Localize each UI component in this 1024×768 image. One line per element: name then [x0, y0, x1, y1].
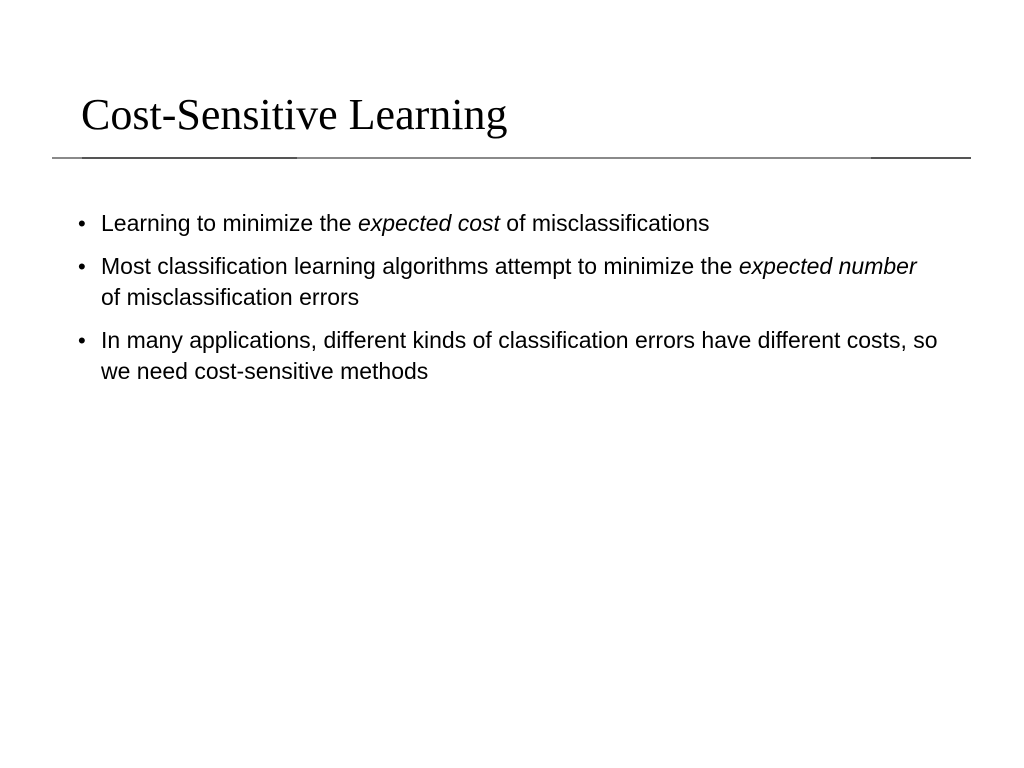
title-divider — [52, 157, 971, 159]
bullet-icon: • — [78, 328, 86, 353]
bullet-1-part-3: of misclassifications — [499, 210, 710, 236]
bullet-text-3 — [101, 327, 938, 384]
bullet-1-part-1: Learning to minimize the — [101, 210, 358, 236]
bullet-3-part-1: In many applications, different kinds of classification errors have different costs, so we need cost-sensitive methods — [101, 327, 938, 384]
bullet-list — [78, 208, 938, 399]
bullet-item-1 — [78, 208, 938, 239]
slide-title: Cost-Sensitive Learning — [81, 90, 508, 139]
title-divider-segment-right — [871, 157, 971, 159]
bullet-icon: • — [78, 254, 86, 279]
bullet-text-2 — [101, 253, 917, 310]
title-divider-segment-left — [82, 157, 297, 159]
bullet-2-part-3: of misclassification errors — [101, 284, 360, 310]
bullet-2-part-1: Most classification learning algorithms attempt to minimize the — [101, 253, 739, 279]
bullet-text-1 — [101, 210, 710, 236]
bullet-1-emphasis: expected cost — [357, 210, 500, 236]
bullet-item-2 — [78, 251, 938, 313]
bullet-icon: • — [78, 211, 86, 236]
bullet-2-emphasis: expected number — [738, 253, 917, 279]
bullet-item-3 — [78, 325, 938, 387]
